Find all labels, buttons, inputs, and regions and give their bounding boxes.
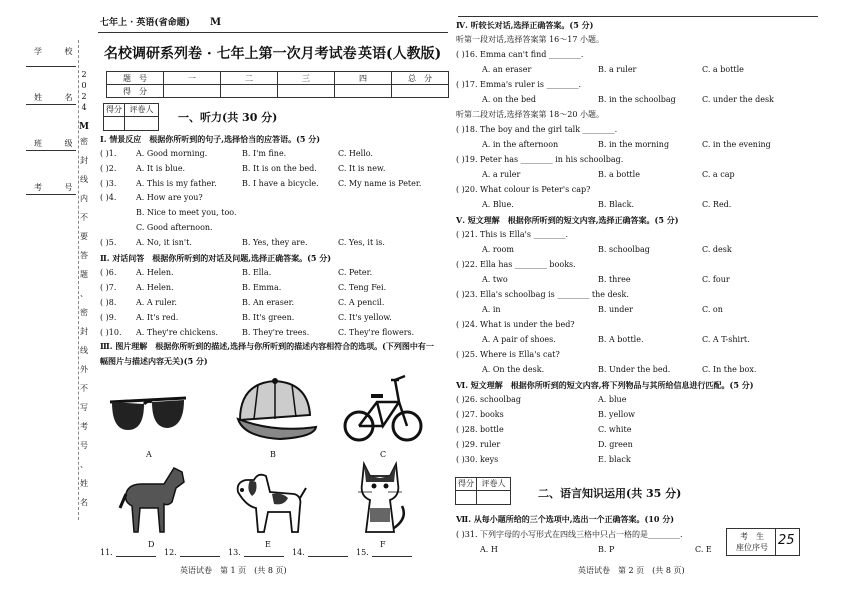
answer-blank-line[interactable] (308, 556, 348, 557)
cap-picture (230, 375, 320, 445)
year-digit: 4 (81, 103, 87, 112)
exam-number-field[interactable] (26, 194, 76, 195)
q16-stem: ( )16. Emma can't find ________. (456, 50, 584, 59)
q22-option-b: B. three (598, 275, 631, 284)
score-table-row-label: 得 分 (107, 85, 164, 98)
q25-option-b: B. Under the bed. (598, 365, 671, 374)
seal-line-char: 要 (80, 232, 88, 241)
seat-label-2: 座位序号 (736, 543, 768, 552)
q31-option-a: A. H (480, 545, 498, 554)
seal-line-char: 姓 (80, 479, 88, 488)
q20-option-a: A. Blue. (482, 200, 514, 209)
q22-option-a: A. two (482, 275, 508, 284)
seal-line-char: 密 (80, 308, 88, 317)
option-c: C. Teng Fei. (338, 283, 387, 292)
q4-option-b: B. Nice to meet you, too. (136, 208, 237, 217)
match-item: ( )30. keys (456, 455, 499, 464)
answer-blank-line[interactable] (180, 556, 220, 557)
dialog2-intro: 听第二段对话,选择答案第 18～20 小题。 (456, 110, 604, 119)
pic-label-f: F (380, 540, 386, 549)
question-number: ( )9. (100, 313, 117, 322)
match-option: E. black (598, 455, 631, 464)
part5-title: Ⅴ. 短文理解 根据你所听到的短文内容,选择正确答案。(5 分) (456, 215, 679, 225)
q23-stem: ( )23. Ella's schoolbag is ________ the desk. (456, 290, 629, 299)
part7-title: Ⅶ. 从每小题所给的三个选项中,选出一个正确答案。(10 分) (456, 514, 675, 524)
match-option: A. blue (598, 395, 627, 404)
option-c: C. They're flowers. (338, 328, 415, 337)
option-b: B. They're trees. (242, 328, 310, 337)
match-item: ( )27. books (456, 410, 504, 419)
seal-line-char: 名 (80, 498, 88, 507)
year-digit: 0 (81, 81, 87, 90)
score-table-header: 总 分 (392, 72, 449, 85)
pic-label-e: E (265, 540, 271, 549)
section2-grader-label: 评卷人 (477, 478, 510, 491)
option-b: B. It's green. (242, 313, 295, 322)
q16-option-a: A. an eraser (482, 65, 532, 74)
q19-option-c: C. a cap (702, 170, 735, 179)
option-a: A. Helen. (136, 283, 174, 292)
pic-label-c: C (380, 450, 387, 459)
option-c: C. Hello. (338, 149, 373, 158)
score-table-header: 一 (164, 72, 221, 85)
q25-stem: ( )25. Where is Ella's cat? (456, 350, 560, 359)
section1-grader-label: 评卷人 (125, 104, 158, 117)
score-cell[interactable] (221, 85, 278, 98)
part3-title: Ⅲ. 图片理解 根据你所听到的描述,选择与你所听到的描述内容相符合的选项。(下列图中有一 (100, 341, 434, 351)
seal-line-char: 、 (80, 289, 88, 298)
exam-number-label: 考 号 (34, 183, 83, 192)
q20-option-b: B. Black. (598, 200, 635, 209)
q21-option-a: A. room (482, 245, 514, 254)
q18-stem: ( )18. The boy and the girl talk ________. (456, 125, 618, 134)
seal-line-char: 不 (80, 384, 88, 393)
paper-version-mark: M (210, 17, 222, 28)
option-a: A. It is blue. (136, 164, 186, 173)
option-b: B. It is on the bed. (242, 164, 317, 173)
seal-line-char: 封 (80, 156, 88, 165)
q24-option-a: A. A pair of shoes. (482, 335, 556, 344)
answer-blank-line[interactable] (116, 556, 156, 557)
class-field[interactable] (26, 150, 76, 151)
seat-label-1: 考 生 (740, 532, 764, 541)
section2-title: 二、语言知识运用(共 35 分) (538, 487, 682, 500)
answer-blank-number: 15. (356, 548, 369, 557)
pic-label-b: B (270, 450, 276, 459)
q18-option-a: A. in the afternoon (482, 140, 559, 149)
match-option: B. yellow (598, 410, 635, 419)
q19-stem: ( )19. Peter has ________ in his schoolbag. (456, 155, 624, 164)
section1-score-label: 得分 (104, 104, 125, 117)
answer-blank-number: 14. (292, 548, 305, 557)
match-item: ( )28. bottle (456, 425, 504, 434)
option-a: A. This is my father. (136, 179, 217, 188)
part2-title: Ⅱ. 对话问答 根据你所听到的对话及问题,选择正确答案。(5 分) (100, 253, 332, 263)
seal-line-char: 外 (80, 365, 88, 374)
seat-number-handwritten: 25 (778, 533, 795, 548)
answer-blank-line[interactable] (244, 556, 284, 557)
seal-line-char: 内 (80, 194, 88, 203)
seal-line-char: 题 (80, 270, 88, 279)
option-b: B. I have a bicycle. (242, 179, 319, 188)
question-number: ( )10. (100, 328, 122, 337)
q24-option-c: C. A T-shirt. (702, 335, 750, 344)
q5-option-c: C. Yes, it is. (338, 238, 385, 247)
option-b: B. Ella. (242, 268, 272, 277)
score-table-header: 二 (221, 72, 278, 85)
option-b: B. An eraser. (242, 298, 295, 307)
q17-option-a: A. on the bed (482, 95, 536, 104)
cat-picture (350, 458, 410, 538)
dog-picture (228, 462, 308, 537)
q16-option-c: C. a bottle (702, 65, 744, 74)
bicycle-picture (343, 372, 423, 447)
q17-stem: ( )17. Emma's ruler is ________. (456, 80, 582, 89)
score-table (106, 71, 449, 98)
q23-option-b: B. under (598, 305, 633, 314)
exam-edition: 英语(人教版) (358, 46, 442, 62)
seal-line-char: 线 (80, 175, 88, 184)
option-c: C. Peter. (338, 268, 373, 277)
section1-score-box (103, 103, 159, 131)
option-a: A. It's red. (136, 313, 179, 322)
q22-option-c: C. four (702, 275, 730, 284)
q19-option-a: A. a ruler (482, 170, 521, 179)
q31-option-c: C. E (695, 545, 712, 554)
part6-title: Ⅵ. 短文理解 根据你所听到的短文内容,将下列物品与其所给信息进行匹配。(5 分) (456, 380, 754, 390)
page1-footer: 英语试卷 第 1 页 (共 8 页) (180, 566, 287, 575)
year-digit: 2 (81, 92, 87, 101)
answer-blank-line[interactable] (372, 556, 412, 557)
seal-line-char: 密 (80, 137, 88, 146)
question-number: ( )8. (100, 298, 117, 307)
q24-option-b: B. A bottle. (598, 335, 644, 344)
pic-label-d: D (148, 540, 155, 549)
q25-option-a: A. On the desk. (482, 365, 545, 374)
school-label: 学 校 (34, 47, 83, 56)
page2-footer: 英语试卷 第 2 页 (共 8 页) (578, 566, 685, 575)
seal-line-char: 号 (80, 441, 88, 450)
q5-number: ( )5. (100, 238, 117, 247)
seal-line-char: 、 (80, 460, 88, 469)
option-b: B. I'm fine. (242, 149, 287, 158)
q31-stem: ( )31. 下列字母的小写形式在四线三格中只占一格的是________. (456, 530, 683, 539)
class-label: 班 级 (34, 139, 83, 148)
match-option: D. green (598, 440, 633, 449)
option-a: A. Good morning. (136, 149, 208, 158)
part3-title-cont: 幅图片与描述内容无关)(5 分) (100, 356, 208, 366)
section1-title: 一、听力(共 30 分) (178, 111, 278, 124)
answer-blank-number: 12. (164, 548, 177, 557)
score-cell[interactable] (335, 85, 392, 98)
match-item: ( )29. ruler (456, 440, 501, 449)
score-cell[interactable] (278, 85, 335, 98)
q25-option-c: C. In the box. (702, 365, 757, 374)
question-number: ( )7. (100, 283, 117, 292)
answer-blank-number: 11. (100, 548, 113, 557)
q16-option-b: B. a ruler (598, 65, 637, 74)
header-rule (98, 32, 448, 33)
q18-option-b: B. in the morning (598, 140, 670, 149)
match-item: ( )26. schoolbag (456, 395, 521, 404)
score-cell[interactable] (164, 85, 221, 98)
q19-option-b: B. a bottle (598, 170, 640, 179)
q18-option-c: C. in the evening (702, 140, 771, 149)
binding-margin (24, 40, 79, 520)
q20-option-c: C. Red. (702, 200, 732, 209)
option-c: C. It's yellow. (338, 313, 392, 322)
score-table-header: 三 (278, 72, 335, 85)
section2-score-box (455, 477, 511, 505)
seal-line-char: 考 (80, 422, 88, 431)
q4-option-c: C. Good afternoon. (136, 223, 213, 232)
question-number: ( )6. (100, 268, 117, 277)
dialog1-intro: 听第一段对话,选择答案第 16～17 小题。 (456, 35, 604, 44)
seat-number-box (726, 528, 800, 556)
seal-line-char: 答 (80, 251, 88, 260)
q4-number: ( )4. (100, 193, 117, 202)
q21-stem: ( )21. This is Ella's ________. (456, 230, 569, 239)
option-c: C. It is new. (338, 164, 386, 173)
score-table-header: 题 号 (107, 72, 164, 85)
part1-title: Ⅰ. 情景反应 根据你所听到的句子,选择恰当的应答语。(5 分) (100, 134, 321, 144)
q24-stem: ( )24. What is under the bed? (456, 320, 575, 329)
name-field[interactable] (26, 104, 76, 105)
option-b: B. Emma. (242, 283, 282, 292)
score-table-header: 四 (335, 72, 392, 85)
match-option: C. white (598, 425, 632, 434)
exam-title: 名校调研系列卷 · 七年上第一次月考试卷 (104, 46, 357, 62)
school-field[interactable] (26, 66, 76, 67)
option-a: A. A ruler. (136, 298, 177, 307)
header-rule-right (458, 16, 818, 17)
question-number: ( )2. (100, 164, 117, 173)
question-number: ( )3. (100, 179, 117, 188)
sunglasses-picture (108, 392, 188, 442)
question-number: ( )1. (100, 149, 117, 158)
side-m-mark: M (79, 122, 89, 132)
q23-option-c: C. on (702, 305, 723, 314)
q17-option-c: C. under the desk (702, 95, 774, 104)
q20-stem: ( )20. What colour is Peter's cap? (456, 185, 591, 194)
section2-score-label: 得分 (456, 478, 477, 491)
seal-line-char: 写 (80, 403, 88, 412)
q23-option-a: A. in (482, 305, 501, 314)
q22-stem: ( )22. Ella has ________ books. (456, 260, 576, 269)
paper-series-label: 七年上 · 英语(省命题) (100, 18, 190, 28)
option-c: C. A pencil. (338, 298, 385, 307)
q5-option-a: A. No, it isn't. (136, 238, 192, 247)
horse-picture (118, 462, 188, 537)
q17-option-b: B. in the schoolbag (598, 95, 676, 104)
q31-option-b: B. P (598, 545, 615, 554)
q5-option-b: B. Yes, they are. (242, 238, 308, 247)
q4-option-a: A. How are you? (136, 193, 203, 202)
option-a: A. They're chickens. (136, 328, 218, 337)
option-c: C. My name is Peter. (338, 179, 422, 188)
year-digit: 2 (81, 70, 87, 79)
seal-line-char: 线 (80, 346, 88, 355)
option-a: A. Helen. (136, 268, 174, 277)
part4-title: Ⅳ. 听较长对话,选择正确答案。(5 分) (456, 20, 594, 30)
seal-line-char: 不 (80, 213, 88, 222)
q21-option-b: B. schoolbag (598, 245, 650, 254)
seal-line-char: 封 (80, 327, 88, 336)
q21-option-c: C. desk (702, 245, 732, 254)
pic-label-a: A (146, 450, 152, 459)
name-label: 姓 名 (34, 93, 83, 102)
score-cell[interactable] (392, 85, 449, 98)
answer-blank-number: 13. (228, 548, 241, 557)
